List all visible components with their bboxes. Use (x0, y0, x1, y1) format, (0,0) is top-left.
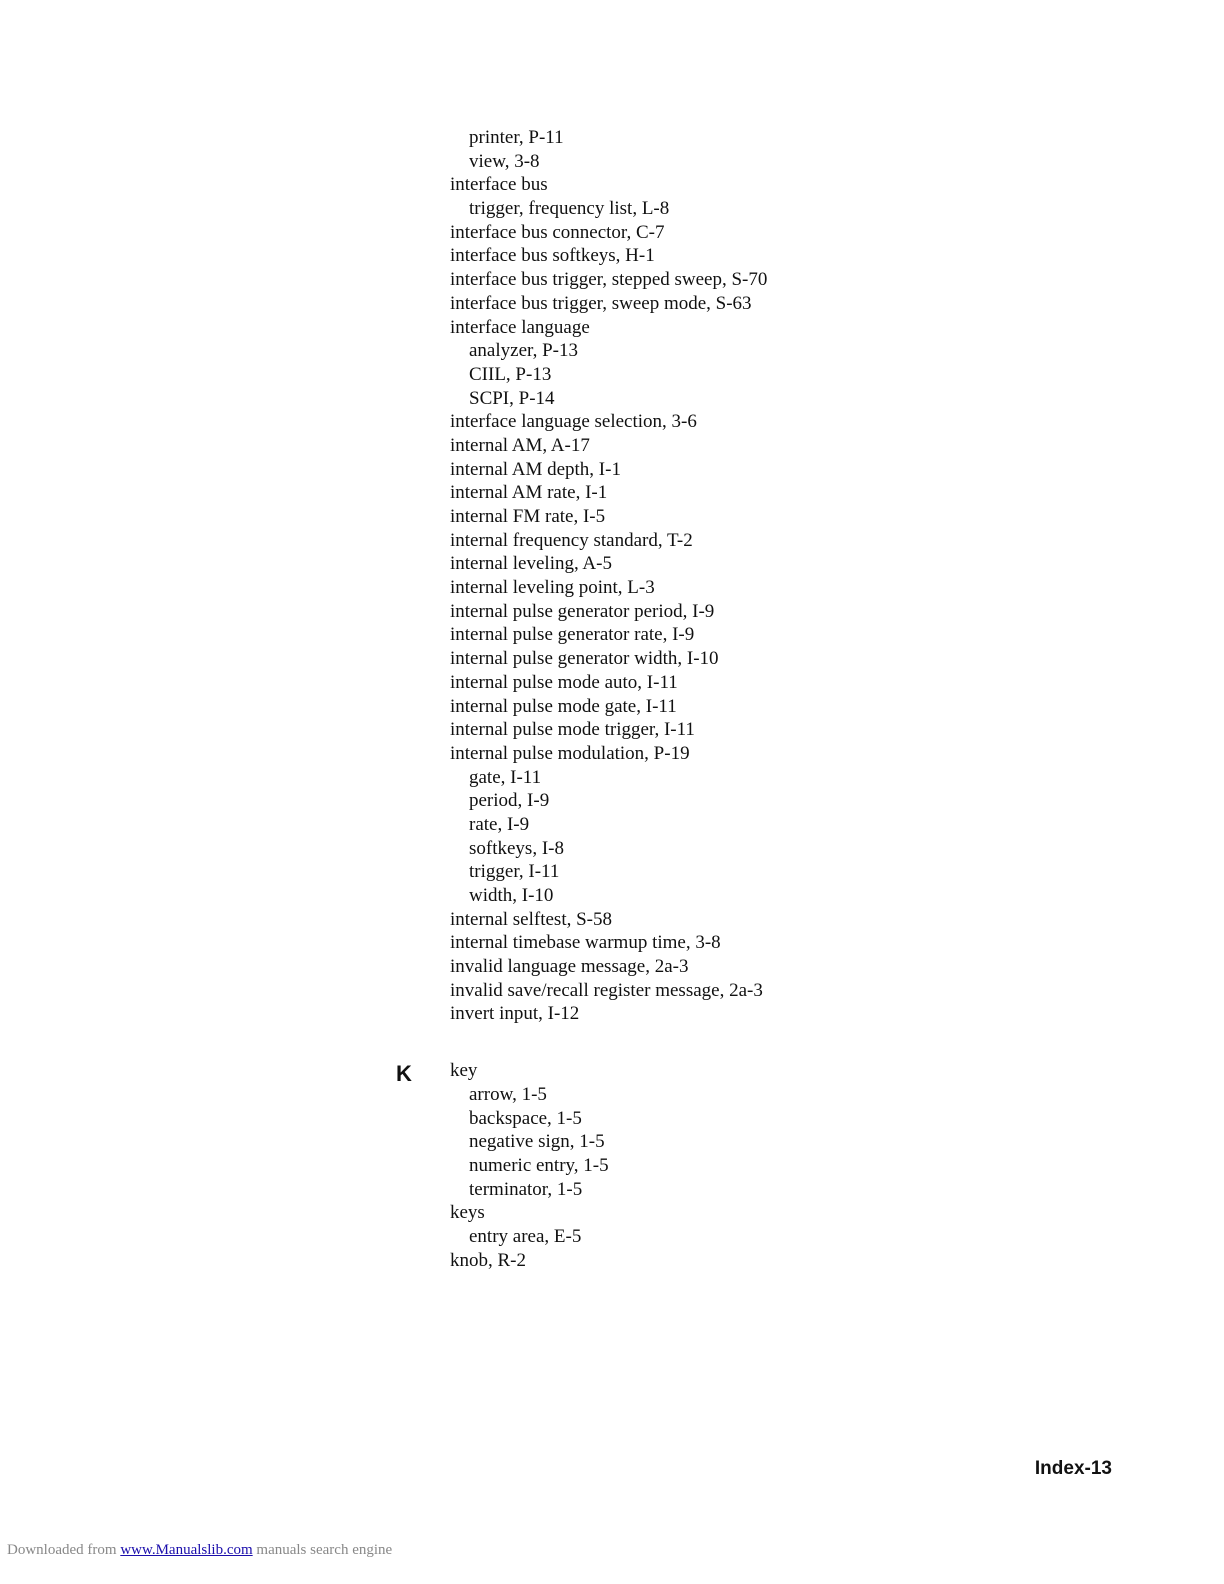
index-entry: keys (450, 1202, 485, 1224)
index-entry: internal AM depth, I-1 (450, 458, 621, 480)
index-entry: interface language (450, 316, 590, 338)
section-gap (450, 1026, 1050, 1059)
index-subentry: terminator, 1-5 (469, 1178, 583, 1200)
index-subentry: softkeys, I-8 (469, 837, 564, 859)
index-list-k (450, 1059, 1050, 1272)
index-entry: internal AM, A-17 (450, 434, 590, 456)
index-entry: internal selftest, S-58 (450, 908, 612, 930)
index-entry: internal pulse generator period, I-9 (450, 600, 715, 622)
index-entry: internal frequency standard, T-2 (450, 529, 693, 551)
index-entry: internal AM rate, I-1 (450, 482, 608, 504)
index-entry: internal timebase warmup time, 3-8 (450, 932, 721, 954)
index-entry: interface bus softkeys, H-1 (450, 245, 655, 267)
index-subentry: CIIL, P-13 (469, 363, 552, 385)
index-subentry: negative sign, 1-5 (469, 1131, 605, 1153)
index-subentry: view, 3-8 (469, 150, 540, 172)
index-subentry: trigger, frequency list, L-8 (469, 198, 670, 220)
index-subentry: analyzer, P-13 (469, 340, 578, 362)
index-subentry: rate, I-9 (469, 813, 530, 835)
index-entry: internal pulse mode auto, I-11 (450, 671, 678, 693)
index-entry: internal pulse mode trigger, I-11 (450, 719, 695, 741)
index-subentry: printer, P-11 (469, 127, 564, 148)
index-entry: interface bus trigger, sweep mode, S-63 (450, 292, 752, 314)
index-entry: interface bus connector, C-7 (450, 221, 665, 243)
index-entry: interface language selection, 3-6 (450, 411, 697, 433)
index-entry: internal pulse generator width, I-10 (450, 648, 719, 670)
index-subentry: period, I-9 (469, 790, 550, 812)
index-entry: internal leveling, A-5 (450, 553, 612, 575)
index-entry: key (450, 1060, 478, 1082)
page-number: Index-13 (1034, 1458, 1112, 1479)
index-subentry: arrow, 1-5 (469, 1083, 547, 1105)
index-list-i (450, 126, 1050, 1026)
section-letter-k: K (396, 1061, 412, 1086)
index-subentry: gate, I-11 (469, 766, 542, 788)
index-subentry: numeric entry, 1-5 (469, 1154, 609, 1176)
index-entries (450, 126, 1050, 1272)
index-subentry: trigger, I-11 (469, 861, 560, 883)
index-subentry: entry area, E-5 (469, 1225, 582, 1247)
index-entry: interface bus (450, 174, 548, 196)
index-subentry: width, I-10 (469, 885, 554, 906)
index-entry: internal pulse generator rate, I-9 (450, 624, 695, 646)
download-footer (7, 1542, 392, 1559)
index-entry: invalid save/recall register message, 2a-3 (450, 979, 763, 1001)
index-subentry: backspace, 1-5 (469, 1107, 582, 1129)
index-entry: internal pulse modulation, P-19 (450, 742, 690, 764)
index-entry: knob, R-2 (450, 1249, 526, 1271)
footer-prefix: Downloaded from (7, 1542, 117, 1558)
index-entry: internal leveling point, L-3 (450, 577, 655, 599)
index-entry: internal FM rate, I-5 (450, 506, 606, 527)
index-entry: invalid language message, 2a-3 (450, 956, 689, 978)
index-subentry: SCPI, P-14 (469, 387, 555, 409)
footer-suffix: manuals search engine (256, 1542, 393, 1558)
manualslib-link[interactable]: www.Manualslib.com (120, 1542, 253, 1558)
index-entry: internal pulse mode gate, I-11 (450, 695, 677, 717)
index-entry: invert input, I-12 (450, 1003, 580, 1025)
index-entry: interface bus trigger, stepped sweep, S-70 (450, 269, 768, 291)
